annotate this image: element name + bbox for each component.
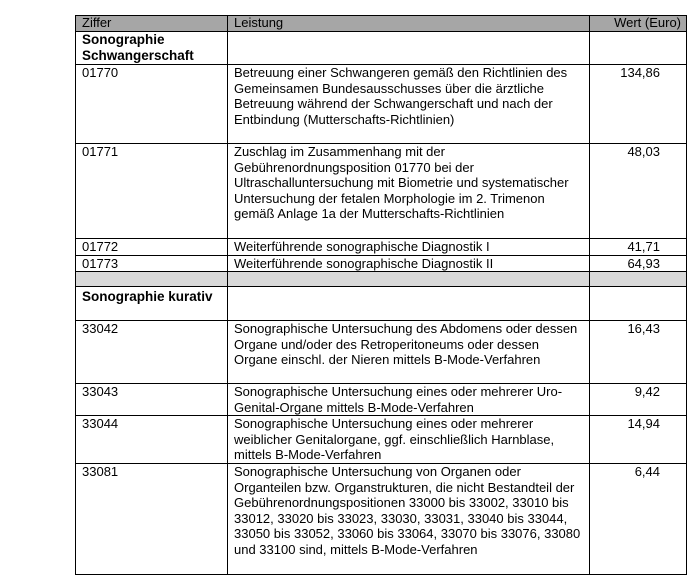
empty-cell (228, 287, 590, 321)
section-title: Sonographie kurativ (76, 287, 228, 321)
empty-cell (228, 32, 590, 65)
wert-cell: 16,43 (590, 321, 687, 384)
ziffer-cell: 33043 (76, 384, 228, 416)
leistung-cell: Sonographische Untersuchung eines oder mehrerer Uro-Genital-Organe mittels B-Mode-Verfahren (228, 384, 590, 416)
table-row (76, 463, 687, 574)
separator-cell (76, 272, 228, 287)
header-ziffer: Ziffer (76, 16, 228, 32)
ziffer-cell: 33044 (76, 416, 228, 464)
table-header-row (76, 16, 687, 32)
leistung-cell: Weiterführende sonographische Diagnostik I (228, 239, 590, 256)
leistung-cell: Zuschlag im Zusammenhang mit der Gebührenordnungsposition 01770 bei der Ultraschalluntersuchung mit Biometrie und systematischer Untersuchung der fetalen Morphologie im 2. Trimenon gemäß Anlage 1a der Mutterschafts-Richtlinien (228, 144, 590, 239)
table-row (76, 321, 687, 384)
wert-cell: 9,42 (590, 384, 687, 416)
ziffer-cell: 01773 (76, 256, 228, 272)
ziffer-cell: 33042 (76, 321, 228, 384)
leistung-cell: Weiterführende sonographische Diagnostik II (228, 256, 590, 272)
table-row (76, 144, 687, 239)
leistung-cell: Sonographische Untersuchung des Abdomens oder dessen Organe und/oder des Retroperitoneums oder dessen Organe einschl. der Nieren mittels B-Mode-Verfahren (228, 321, 590, 384)
wert-cell: 134,86 (590, 65, 687, 144)
ziffer-cell: 01772 (76, 239, 228, 256)
ziffer-cell: 33081 (76, 463, 228, 574)
leistung-cell: Sonographische Untersuchung eines oder mehrerer weiblicher Genitalorgane, ggf. einschließlich Harnblase, mittels B-Mode-Verfahren (228, 416, 590, 464)
table-row (76, 384, 687, 416)
separator-cell (228, 272, 590, 287)
wert-cell: 6,44 (590, 463, 687, 574)
leistung-cell: Betreuung einer Schwangeren gemäß den Richtlinien des Gemeinsamen Bundesausschusses über die ärztliche Betreuung während der Schwangerschaft und nach der Entbindung (Mutterschafts-Richtlinien) (228, 65, 590, 144)
empty-cell (590, 32, 687, 65)
table-row (76, 256, 687, 272)
header-leistung: Leistung (228, 16, 590, 32)
table-row (76, 65, 687, 144)
section-row (76, 32, 687, 65)
wert-cell: 14,94 (590, 416, 687, 464)
leistung-cell: Sonographische Untersuchung von Organen oder Organteilen bzw. Organstrukturen, die nicht Bestandteil der Gebührenordnungspositionen 33000 bis 33002, 33010 bis 33012, 33020 bis 33023, 33030, 33031, 33040 bis 33044, 33050 bis 33052, 33060 bis 33064, 33070 bis 33076, 33080 und 33100 sind, mittels B-Mode-Verfahren (228, 463, 590, 574)
separator-row (76, 272, 687, 287)
wert-cell: 48,03 (590, 144, 687, 239)
wert-cell: 41,71 (590, 239, 687, 256)
table-row (76, 239, 687, 256)
empty-cell (590, 287, 687, 321)
wert-cell: 64,93 (590, 256, 687, 272)
separator-cell (590, 272, 687, 287)
table-row (76, 416, 687, 464)
section-row (76, 287, 687, 321)
section-title: Sonographie Schwangerschaft (76, 32, 228, 65)
fee-table (75, 15, 687, 575)
header-wert: Wert (Euro) (590, 16, 687, 32)
ziffer-cell: 01770 (76, 65, 228, 144)
ziffer-cell: 01771 (76, 144, 228, 239)
